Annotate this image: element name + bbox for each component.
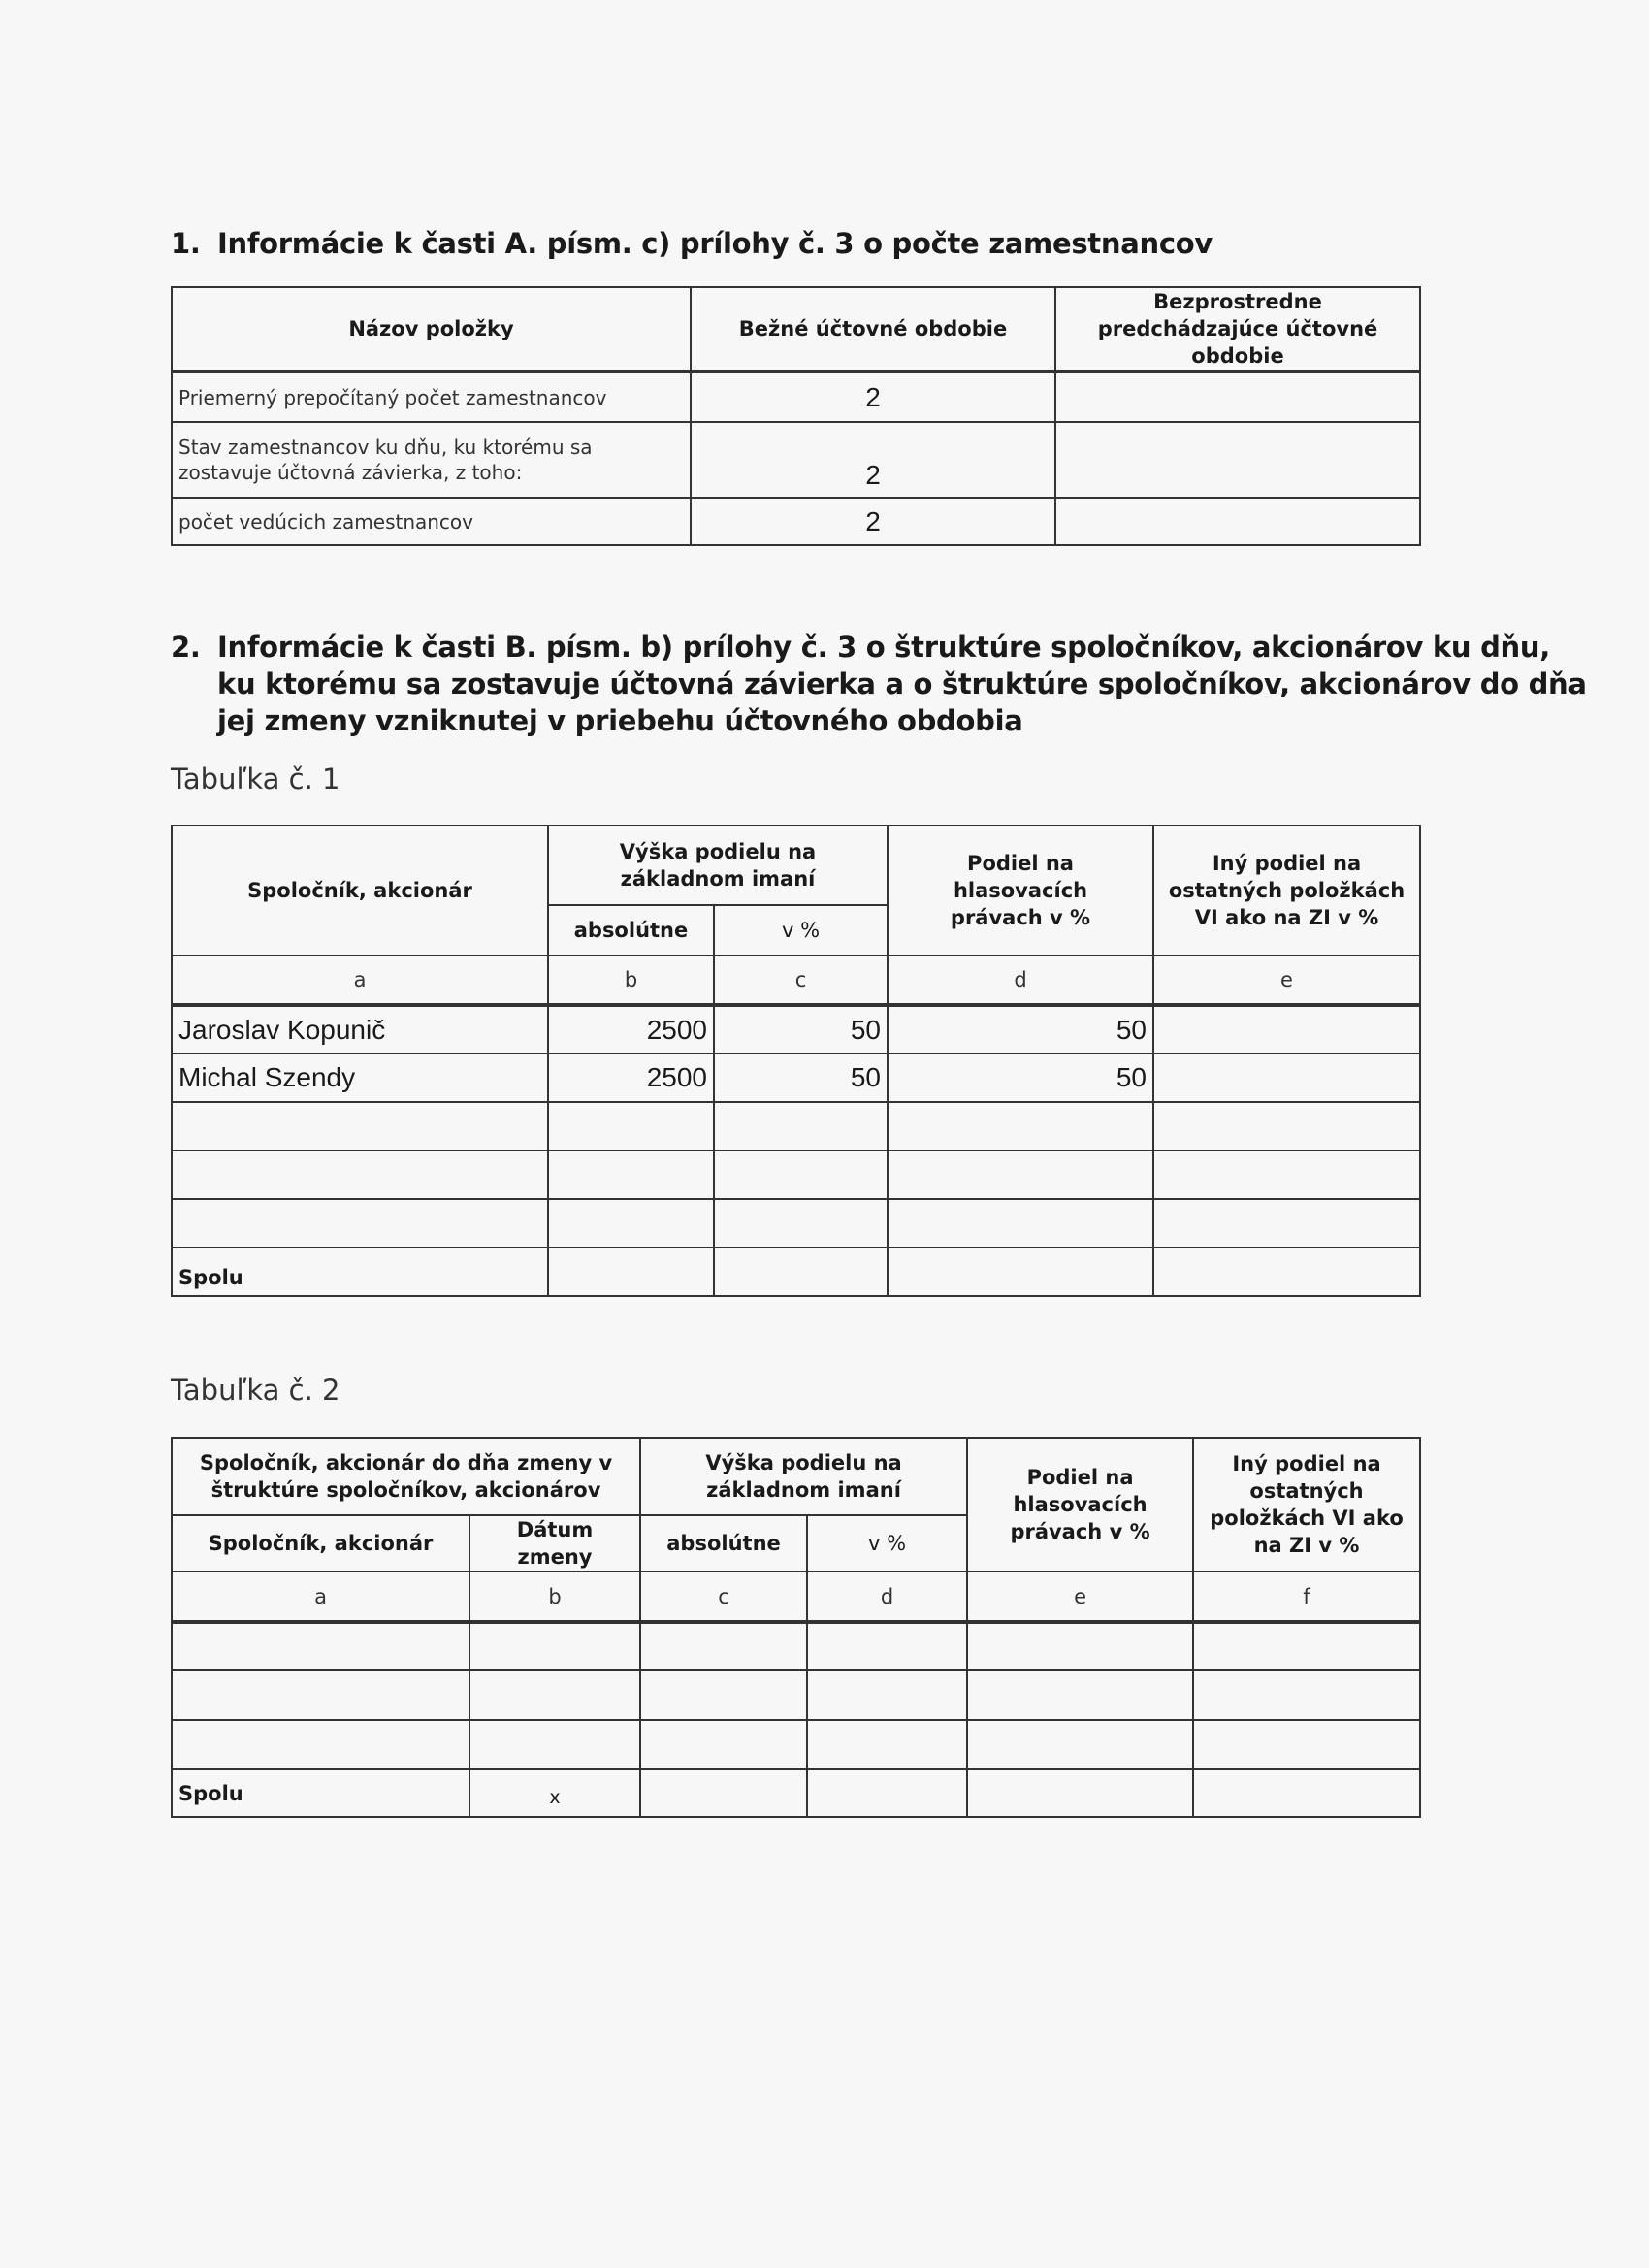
table-2-caption: Tabuľka č. 2	[171, 1374, 340, 1407]
header-partner: Spoločník, akcionár	[172, 1515, 469, 1571]
empty-cell	[640, 1670, 807, 1720]
header-date: Dátum zmeny	[469, 1515, 640, 1571]
header-voting: Podiel na hlasovacích právach v %	[888, 826, 1153, 956]
partner-name: Jaroslav Kopunič	[172, 1005, 548, 1053]
empty-cell	[967, 1720, 1193, 1769]
header-other: Iný podiel na ostatných položkách VI ako na ZI v %	[1193, 1438, 1420, 1571]
empty-cell	[640, 1622, 807, 1670]
table-row	[172, 498, 1420, 545]
column-letter: d	[807, 1571, 967, 1622]
empty-cell	[888, 1150, 1153, 1199]
empty-cell	[469, 1622, 640, 1670]
section-title-line: ku ktorému sa zostavuje účtovná závierka a o štruktúre spoločníkov, akcionárov do dňa	[217, 667, 1587, 700]
previous-value	[1055, 498, 1420, 545]
other-percent	[1153, 1005, 1420, 1053]
column-letter: a	[172, 1571, 469, 1622]
header-voting: Podiel na hlasovacích právach v %	[967, 1438, 1193, 1571]
column-letter: b	[469, 1571, 640, 1622]
column-letter: e	[967, 1571, 1193, 1622]
share-absolute: 2500	[548, 1005, 714, 1053]
empty-cell	[714, 1102, 888, 1150]
total-label: Spolu	[172, 1247, 548, 1296]
empty-cell	[807, 1670, 967, 1720]
empty-cell	[967, 1670, 1193, 1720]
empty-cell	[888, 1199, 1153, 1247]
empty-cell	[469, 1670, 640, 1720]
header-other: Iný podiel na ostatných položkách VI ako na ZI v %	[1153, 826, 1420, 956]
share-percent: 50	[714, 1005, 888, 1053]
header-share: Výška podielu na základnom imaní	[548, 826, 888, 905]
table-row	[172, 1005, 1420, 1053]
empty-cell	[1193, 1720, 1420, 1769]
total-row	[172, 1769, 1420, 1817]
empty-cell	[548, 1199, 714, 1247]
share-percent: 50	[714, 1053, 888, 1102]
column-letter: c	[714, 956, 888, 1005]
header-previous-period: Bezprostredne predchádzajúce účtovné obdobie	[1055, 287, 1420, 372]
shareholder-changes-table	[171, 1437, 1421, 1818]
empty-cell	[888, 1102, 1153, 1150]
header-percent: v %	[714, 905, 888, 956]
section-1-heading	[171, 225, 1212, 262]
partner-name: Michal Szendy	[172, 1053, 548, 1102]
header-absolute: absolútne	[548, 905, 714, 956]
column-letter: b	[548, 956, 714, 1005]
empty-cell	[807, 1720, 967, 1769]
row-label: Stav zamestnancov ku dňu, ku ktorému sa zostavuje účtovná závierka, z toho:	[172, 422, 691, 498]
empty-cell	[640, 1769, 807, 1817]
header-absolute: absolútne	[640, 1515, 807, 1571]
header-partner-group: Spoločník, akcionár do dňa zmeny v štruktúre spoločníkov, akcionárov	[172, 1438, 640, 1515]
section-title-line: jej zmeny vzniknutej v priebehu účtovného obdobia	[217, 704, 1023, 737]
empty-cell	[548, 1102, 714, 1150]
column-letter: a	[172, 956, 548, 1005]
section-2-heading	[171, 629, 1587, 739]
section-title: Informácie k časti A. písm. c) prílohy č. 3 o počte zamestnancov	[217, 227, 1212, 260]
header-item-name: Názov položky	[172, 287, 691, 372]
header-current-period: Bežné účtovné obdobie	[691, 287, 1055, 372]
empty-cell	[888, 1247, 1153, 1296]
column-letter: e	[1153, 956, 1420, 1005]
voting-percent: 50	[888, 1005, 1153, 1053]
empty-cell	[1153, 1102, 1420, 1150]
section-number: 2.	[171, 631, 201, 664]
empty-cell	[172, 1720, 469, 1769]
table-row	[172, 1053, 1420, 1102]
empty-cell	[714, 1150, 888, 1199]
header-partner: Spoločník, akcionár	[172, 826, 548, 956]
header-percent: v %	[807, 1515, 967, 1571]
empty-cell	[172, 1622, 469, 1670]
current-value: 2	[691, 498, 1055, 545]
empty-cell	[640, 1720, 807, 1769]
column-letter: f	[1193, 1571, 1420, 1622]
table-row	[172, 1150, 1420, 1199]
table-row	[172, 1622, 1420, 1670]
empty-cell	[807, 1622, 967, 1670]
section-title-line: Informácie k časti B. písm. b) prílohy č. 3 o štruktúre spoločníkov, akcionárov ku dňu,	[217, 631, 1550, 664]
empty-cell	[967, 1769, 1193, 1817]
total-date: x	[469, 1769, 640, 1817]
table-row	[172, 422, 1420, 498]
total-row	[172, 1247, 1420, 1296]
table-row	[172, 1199, 1420, 1247]
total-label: Spolu	[172, 1769, 469, 1817]
empty-cell	[172, 1670, 469, 1720]
empty-cell	[1153, 1150, 1420, 1199]
table-row	[172, 1720, 1420, 1769]
empty-cell	[1193, 1670, 1420, 1720]
share-absolute: 2500	[548, 1053, 714, 1102]
empty-cell	[1153, 1199, 1420, 1247]
previous-value	[1055, 422, 1420, 498]
column-letter: c	[640, 1571, 807, 1622]
empty-cell	[967, 1622, 1193, 1670]
empty-cell	[1193, 1622, 1420, 1670]
empty-cell	[714, 1199, 888, 1247]
empty-cell	[548, 1247, 714, 1296]
header-share: Výška podielu na základnom imaní	[640, 1438, 967, 1515]
empty-cell	[172, 1150, 548, 1199]
empty-cell	[1153, 1247, 1420, 1296]
table-row	[172, 1102, 1420, 1150]
empty-cell	[172, 1199, 548, 1247]
row-label: Priemerný prepočítaný počet zamestnancov	[172, 372, 691, 422]
table-row	[172, 372, 1420, 422]
shareholders-table	[171, 825, 1421, 1297]
empty-cell	[714, 1247, 888, 1296]
table-row	[172, 1670, 1420, 1720]
table-1-caption: Tabuľka č. 1	[171, 762, 340, 795]
current-value: 2	[691, 372, 1055, 422]
voting-percent: 50	[888, 1053, 1153, 1102]
empty-cell	[469, 1720, 640, 1769]
other-percent	[1153, 1053, 1420, 1102]
section-number: 1.	[171, 227, 201, 260]
current-value: 2	[691, 422, 1055, 498]
empty-cell	[807, 1769, 967, 1817]
employees-table	[171, 286, 1421, 546]
column-letter: d	[888, 956, 1153, 1005]
row-label: počet vedúcich zamestnancov	[172, 498, 691, 545]
empty-cell	[548, 1150, 714, 1199]
previous-value	[1055, 372, 1420, 422]
empty-cell	[1193, 1769, 1420, 1817]
empty-cell	[172, 1102, 548, 1150]
